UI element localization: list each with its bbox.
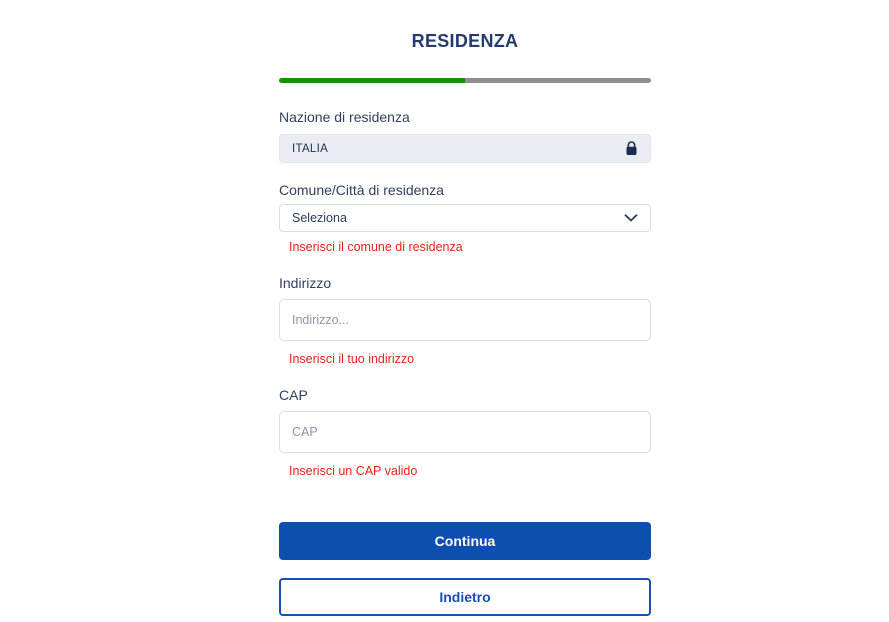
progress-bar-fill xyxy=(279,78,465,83)
chevron-down-icon xyxy=(624,214,638,222)
lock-icon xyxy=(625,141,638,156)
cap-label: CAP xyxy=(279,387,308,403)
nazione-field xyxy=(279,134,651,163)
nazione-label: Nazione di residenza xyxy=(279,109,410,125)
comune-select[interactable] xyxy=(279,204,651,232)
comune-selected-value: Seleziona xyxy=(292,211,347,225)
indirizzo-input[interactable] xyxy=(279,299,651,341)
cap-error: Inserisci un CAP valido xyxy=(289,464,418,478)
nazione-value: ITALIA xyxy=(292,142,329,155)
comune-error: Inserisci il comune di residenza xyxy=(289,240,463,254)
residence-form xyxy=(279,0,651,616)
progress-bar xyxy=(279,78,651,83)
indirizzo-error: Inserisci il tuo indirizzo xyxy=(289,352,415,366)
continue-button[interactable]: Continua xyxy=(279,522,651,560)
back-button[interactable]: Indietro xyxy=(279,578,651,616)
cap-input[interactable] xyxy=(279,411,651,453)
comune-label: Comune/Città di residenza xyxy=(279,182,444,198)
indirizzo-label: Indirizzo xyxy=(279,275,332,291)
page-title: RESIDENZA xyxy=(411,31,519,51)
